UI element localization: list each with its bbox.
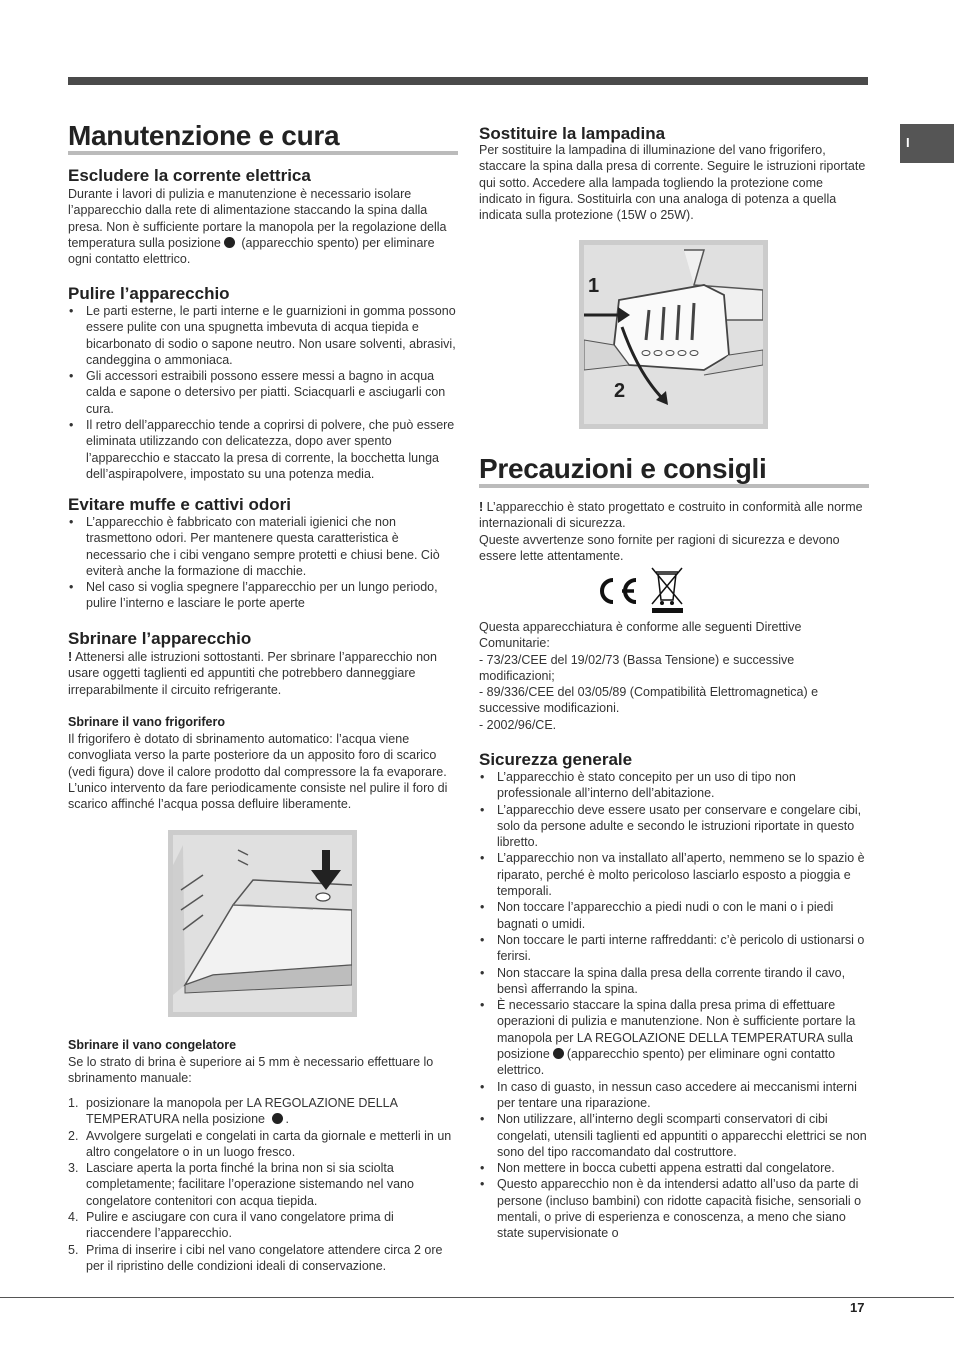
ce-weee-icons xyxy=(592,566,692,614)
page-number: 17 xyxy=(850,1300,865,1315)
safety-list xyxy=(479,769,869,1242)
step-number: 2. xyxy=(68,1128,79,1143)
defrost-warning-text: Attenersi alle istruzioni sottostanti. Per sbrinare l’apparecchio non usare oggetti taglienti ed appuntiti che potrebbero danneggiare irreparabilmente il circuito refrigerante. xyxy=(68,650,437,697)
section-title-maintenance: Manutenzione e cura xyxy=(68,121,458,155)
safety-plug-text-a: È necessario staccare la spina dalla presa prima di effettuare operazioni di pulizia e manutenzione. Non è sufficiente portare la manopola per LA REGOLAZIONE DELLA TEMPERATURA sulla posizione xyxy=(497,998,856,1062)
step-text: Prima di inserire i cibi nel vano congelatore attendere circa 2 ore per il ripristino delle condizioni ideali di conservazione. xyxy=(86,1242,443,1273)
lamp-cover-figure xyxy=(579,240,768,429)
heading-defrost: Sbrinare l’apparecchio xyxy=(68,629,252,648)
step-number: 3. xyxy=(68,1161,79,1176)
list-item: • Il retro dell’apparecchio tende a coprirsi di polvere, che può essere eliminata utilizzando con delicatezza, dopo aver spento l’apparecchio e staccato la presa di corrente, la bocchetta lunga dell’aspirapolvere, impostato su una potenza media. xyxy=(86,417,458,482)
figure-label-1: 1 xyxy=(588,275,600,297)
fridge-interior-illustration xyxy=(173,835,352,1012)
lamp-cover-illustration xyxy=(584,245,763,424)
off-position-icon xyxy=(553,1048,564,1059)
step-item xyxy=(68,1242,458,1275)
section-title-precautions: Precauzioni e consigli xyxy=(479,454,869,488)
compliance-marks xyxy=(592,566,692,614)
top-rule xyxy=(68,77,868,85)
clean-list xyxy=(68,303,458,482)
directive-2: - 89/336/CEE del 03/05/89 (Compatibilità Elettromagnetica) e successive modificazioni. xyxy=(479,685,819,716)
list-item: • Le parti esterne, le parti interne e le guarnizioni in gomma possono essere pulite con una spugnetta imbevuta di acqua tiepida e bicarbonato di sodio o sapone neutro. Non usare solventi, abrasivi, candeggina o ammoniaca. xyxy=(86,303,458,368)
replace-bulb-text: Per sostituire la lampadina di illuminazione del vano frigorifero, staccare la spina dalla presa di corrente. Seguire le istruzioni riportate qui sotto. Accedere alla lampada togliendo la protezione come indicato in figura. Sostituirla con una analoga di potenza a quella indicata sulla protezione (15W o 25W). xyxy=(479,143,866,223)
list-item: • Questo apparecchio non è da intendersi adatto all’uso da parte di persone (incluso bambini) con ridotte capacità fisiche, sensoriali o mentali, o prive di esperienza e conoscenza, a meno che siano state supervisionate o xyxy=(497,1176,869,1241)
list-item: • L’apparecchio non va installato all’aperto, nemmeno se lo spazio è riparato, perché è molto pericoloso lasciarlo esposto a pioggia e temporali. xyxy=(497,850,869,899)
disconnect-power-text xyxy=(68,186,453,267)
directive-1: - 73/23/CEE del 19/02/73 (Bassa Tensione) e successive modificazioni; xyxy=(479,653,795,684)
precautions-intro-text: L’apparecchio è stato progettato e costruito in conformità alle norme internazionali di sicurezza. xyxy=(479,500,863,531)
off-position-icon xyxy=(272,1113,283,1124)
defrost-warning xyxy=(68,649,453,698)
list-item: • Non staccare la spina dalla presa della corrente tirando il cavo, bensì afferrando la spina. xyxy=(497,965,869,998)
defrost-steps xyxy=(68,1095,458,1274)
list-item: • L’apparecchio deve essere usato per conservare e congelare cibi, solo da persone adulte e secondo le istruzioni riportate in questo libretto. xyxy=(497,802,869,851)
list-item: • In caso di guasto, in nessun caso accedere ai meccanismi interni per tentare una riparazione. xyxy=(497,1079,869,1112)
step-number: 5. xyxy=(68,1242,79,1257)
heading-clean-appliance: Pulire l’apparecchio xyxy=(68,284,230,303)
safety-plug-text-b: (apparecchio spento) per eliminare ogni contatto elettrico. xyxy=(497,1047,836,1078)
disconnect-text-b: (apparecchio spento) per eliminare ogni contatto elettrico. xyxy=(68,235,435,267)
list-item: • Non mettere in bocca cubetti appena estratti dal congelatore. xyxy=(497,1160,869,1176)
mould-list xyxy=(68,514,458,612)
step-item: 1. posizionare la manopola per LA REGOLAZIONE DELLA TEMPERATURA nella posizione . xyxy=(68,1096,398,1127)
precautions-intro xyxy=(479,499,869,532)
heading-disconnect-power: Escludere la corrente elettrica xyxy=(68,166,311,185)
list-item: • Non toccare l’apparecchio a piedi nudi o con le mani o i piedi bagnati o umidi. xyxy=(497,899,869,932)
warning-mark: ! xyxy=(68,650,73,664)
figure-label-2: 2 xyxy=(614,380,626,402)
list-item: • Nel caso si voglia spegnere l’apparecchio per un lungo periodo, pulire l’interno e lasciare le porte aperte xyxy=(86,579,458,612)
defrost-fridge-text: Il frigorifero è dotato di sbrinamento automatico: l’acqua viene convogliata verso la parte posteriore da un apposito foro di scarico (vedi figura) dove il calore prodotto dal compressore la fa evaporare. L’unico intervento da fare periodicamente consiste nel pulire il foro di scarico affinché l’acqua possa defluire liberamente. xyxy=(68,732,448,812)
heading-defrost-fridge: Sbrinare il vano frigorifero xyxy=(68,715,225,729)
list-item: • Non utilizzare, all’interno degli scomparti conservatori di cibi congelati, utensili taglienti ed appuntiti o apparecchi elettrici se non sono del tipo raccomandato dal costruttore. xyxy=(497,1111,869,1160)
precautions-intro-2: Queste avvertenze sono fornite per ragioni di sicurezza e devono essere lette attentamente. xyxy=(479,533,840,564)
directive-3: - 2002/96/CE. xyxy=(479,718,557,732)
step-text: Pulire e asciugare con cura il vano congelatore prima di riaccendere l’apparecchio. xyxy=(86,1210,394,1241)
language-tab-label: I xyxy=(906,135,910,150)
list-item: • L’apparecchio è stato concepito per un uso di tipo non professionale all’interno dell’abitazione. xyxy=(497,769,869,802)
heading-avoid-mould: Evitare muffe e cattivi odori xyxy=(68,495,291,514)
step-text: Lasciare aperta la porta finché la brina non si sia sciolta completamente; facilitare l’operazione sistemando nel vano congelatore contenitori con acqua tiepida. xyxy=(86,1161,414,1208)
list-item xyxy=(497,997,869,1078)
step-text: posizionare la manopola per LA REGOLAZIONE DELLA TEMPERATURA nella posizione xyxy=(86,1096,398,1127)
drain-hole-figure xyxy=(168,830,357,1017)
heading-general-safety: Sicurezza generale xyxy=(479,750,633,769)
list-item: • L’apparecchio è fabbricato con materiali igienici che non trasmettono odori. Per mantenere questa caratteristica è necessario che i cibi vengano sempre protetti e chiusi bene. Ciò eviterà anche la formazione di macchie. xyxy=(86,514,458,579)
step-number: 4. xyxy=(68,1210,79,1225)
defrost-freezer-text: Se lo strato di brina è superiore ai 5 mm è necessario effettuare lo sbrinamento manuale: xyxy=(68,1055,434,1086)
step-item xyxy=(68,1209,458,1242)
step-text: Avvolgere surgelati e congelati in carta da giornale e metterli in un altro congelatore o in un luogo fresco. xyxy=(86,1128,452,1159)
warning-mark: ! xyxy=(479,500,484,514)
off-position-icon xyxy=(224,237,235,248)
language-tab xyxy=(900,124,954,163)
step-number: 1. xyxy=(68,1096,79,1110)
heading-defrost-freezer: Sbrinare il vano congelatore xyxy=(68,1038,237,1052)
heading-replace-bulb: Sostituire la lampadina xyxy=(479,124,666,143)
disconnect-text-a: Durante i lavori di pulizia e manutenzione è necessario isolare l’apparecchio dalla rete di alimentazione staccando la spina dalla presa. Non è sufficiente portare la manopola per la regolazione della temperatura sulla posizione xyxy=(68,187,447,250)
directives-text: Questa apparecchiatura è conforme alle seguenti Direttive Comunitarie: xyxy=(479,620,802,651)
list-item: • Non toccare le parti interne raffreddanti: c’è pericolo di ustionarsi o ferirsi. xyxy=(497,932,869,965)
list-item: • Gli accessori estraibili possono essere messi a bagno in acqua calda e sapone o detersivo per piatti. Sciacquarli e asciugarli con cura. xyxy=(86,368,458,417)
step-item xyxy=(68,1128,458,1161)
step-item xyxy=(68,1160,458,1209)
footer-rule xyxy=(0,1297,954,1298)
